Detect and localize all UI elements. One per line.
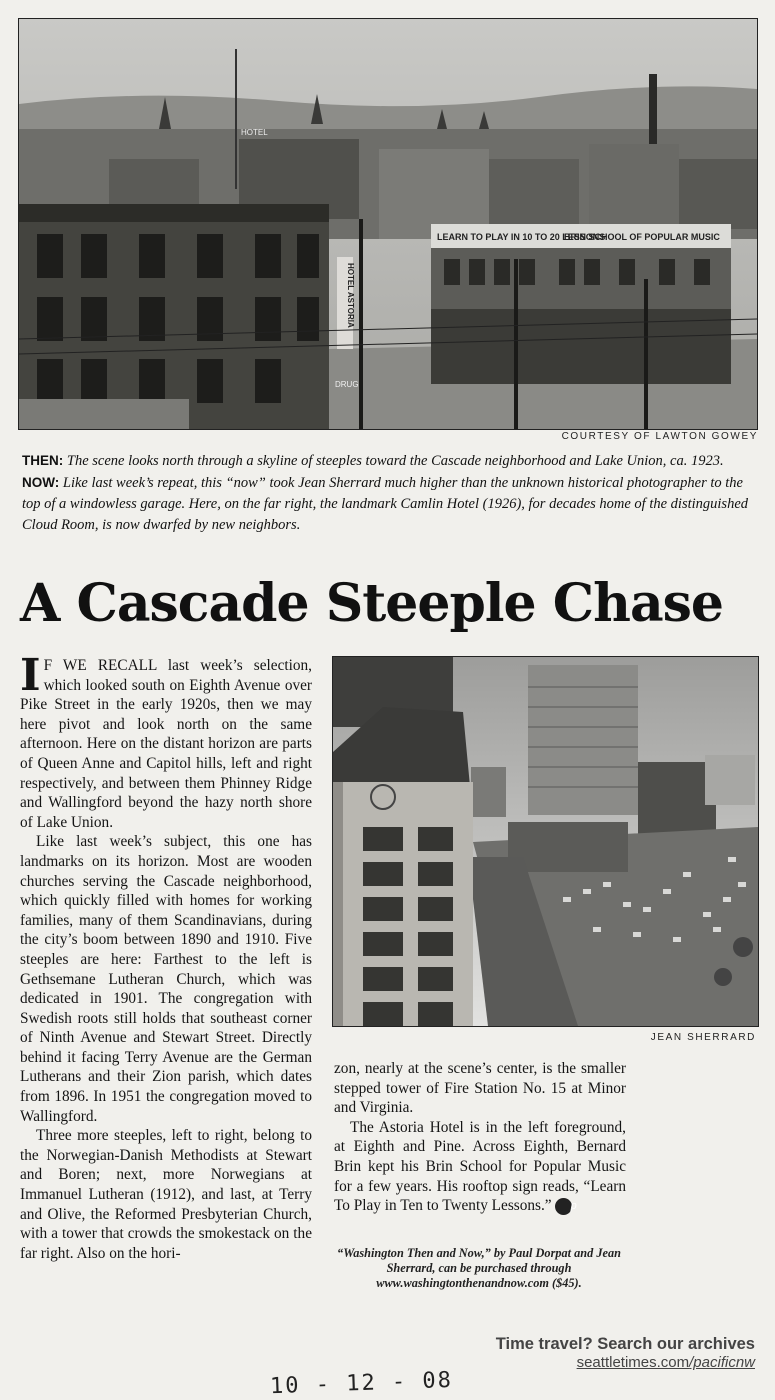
archive-promo xyxy=(496,1335,755,1371)
then-photo xyxy=(18,18,758,430)
archive-link[interactable] xyxy=(496,1354,755,1371)
then-label: THEN: xyxy=(22,453,64,468)
drug-sign-text: DRUG xyxy=(335,380,359,389)
drop-cap: I xyxy=(20,650,41,701)
now-photo xyxy=(332,656,759,1027)
then-caption xyxy=(22,450,752,472)
article-paragraph: zon, nearly at the scene’s center, is the smaller stepped tower of Fire Station No. 15 at Minor and Virginia. xyxy=(334,1060,626,1117)
article-paragraph: Like last week’s subject, this one has landmarks on its horizon. Most are wooden churches serving the Cascade neighborhood, which quickly filled with homes for working families, many of them Scandinavians, during the city’s boom between 1890 and 1910. Five steeples are here: Farthest to the left is Gethsemane Lutheran Church, which was dedicated in 1901. The congregation with Swedish roots still holds that southeast corner of Ninth Avenue and Stewart Street. Directly behind it facing Terry Avenue are the German Lutherans and their Zion parish, which dates from 1896. In 1951 the congregation moved to Wallingford. xyxy=(20,833,312,1125)
archive-link-domain: seattletimes.com xyxy=(576,1354,690,1371)
paragraph-1-text: F WE RECALL last week’s selection, which looked south on Eighth Avenue over Pike Street in the early 1920s, then we may here pivot and look north on the same afternoon. Here on the distant horizon are parts of Queen Anne and Capitol hills, left and right respectively, and between them Phinney Ridge and Wallingford beyond the hazy north shore of Lake Union. xyxy=(20,657,312,831)
end-mark-icon: p xyxy=(555,1198,572,1215)
handwritten-date: 10 - 12 - 08 xyxy=(269,1367,454,1400)
then-photo-credit: COURTESY OF LAWTON GOWEY xyxy=(561,431,758,442)
then-text: The scene looks north through a skyline of steeples toward the Cascade neighborhood and Lake Union, ca. 1923. xyxy=(66,453,724,469)
now-label: NOW: xyxy=(22,475,60,490)
article-paragraph xyxy=(334,1118,626,1216)
now-photo-credit: JEAN SHERRARD xyxy=(650,1032,756,1043)
article-paragraph: Three more steeples, left to right, belong to the Norwegian-Danish Methodists at Stewart and Boren; next, more Norwegians at Immanuel Lutheran (1912), and last, at Terry and Olive, the Reformed Presbyterian Church, with a tower that crowds the smokestack on the far right. Also on the hori- xyxy=(20,1127,312,1262)
promo-title: Time travel? Search our archives xyxy=(495,1335,755,1353)
brin-sign-text: BRIN SCHOOL OF POPULAR MUSIC xyxy=(564,232,720,242)
now-text: Like last week’s repeat, this “now” took Jean Sherrard much higher than the unknown historical photographer to the top of a windowless garage. Here, on the far right, the landmark Camlin Hotel (1926), for decades home of the distinguished Cloud Room, is now dwarfed by new neighbors. xyxy=(22,475,749,533)
archive-link-path: /pacificnw xyxy=(689,1354,755,1371)
now-caption xyxy=(22,472,752,536)
headline: A Cascade Steeple Chase xyxy=(20,573,723,634)
hotel-small-sign-text: HOTEL xyxy=(241,128,268,137)
book-note: “Washington Then and Now,” by Paul Dorpat and Jean Sherrard, can be purchased through www.washingtonthenandnow.com ($45). xyxy=(337,1246,621,1290)
photo-caption xyxy=(22,450,752,536)
article-paragraph xyxy=(20,650,312,832)
hotel-vertical-sign-text: HOTEL ASTORIA xyxy=(346,263,355,328)
rooftop-sign-text: LEARN TO PLAY IN 10 TO 20 LESSONS xyxy=(437,232,606,242)
paragraph-4-text: The Astoria Hotel is in the left foreground, at Eighth and Pine. Across Eighth, Bernard Brin kept his Brin School for Popular Music for a few years. His rooftop sign reads, “Learn To Play in Ten to Twenty Lessons.” xyxy=(334,1118,626,1215)
article-column-left xyxy=(20,650,312,1263)
article-column-right xyxy=(334,1059,626,1216)
